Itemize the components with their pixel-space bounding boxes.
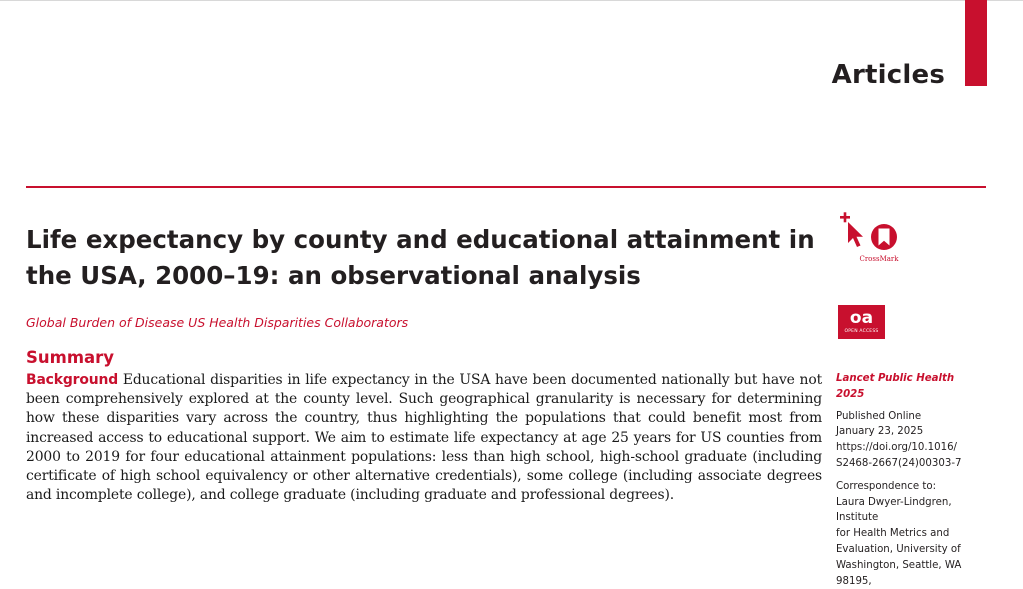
background-label: Background (26, 372, 118, 388)
published-label: Published Online (836, 410, 922, 422)
oa-logo-subtext: OPEN ACCESS (844, 329, 879, 334)
doi-link-line1[interactable]: https://doi.org/10.1016/ (836, 442, 957, 454)
header-rule (26, 186, 986, 188)
correspondence-line: Evaluation, University of (836, 543, 961, 555)
correspondence-line: for Health Metrics and (836, 528, 950, 540)
crossmark-plus-icon (840, 212, 850, 222)
article-title: Life expectancy by county and educational attainment in the USA, 2000–19: an observational analysis (26, 225, 815, 290)
crossmark-bookmark-icon (871, 224, 897, 250)
open-access-badge (838, 305, 885, 339)
correspondence-line: Washington, Seattle, WA 98195, (836, 559, 962, 587)
published-date: January 23, 2025 (836, 426, 924, 438)
crossmark-cursor-icon (848, 222, 863, 247)
correspondence-line: Laura Dwyer-Lindgren, Institute (836, 496, 952, 524)
section-label: Articles (831, 60, 945, 90)
background-text: Educational disparities in life expectancy in the USA have been documented nationally but have not been comprehensively explored at the county level. Such geographical granularity is necessary for determining how these disparities vary across the country, thus highlighting the populations that could benefit most from increased access to educational support. We aim to estimate life expectancy at age 25 years for US counties from 2000 to 2019 for four educational attainment populations: less than high school, high-school graduate (including certificate of high school equivalency or other alternative credentials), some college (including associate degrees and incomplete college), and college graduate (including graduate and professional degrees). (26, 372, 822, 504)
abstract-background (26, 371, 822, 505)
doi-link-line2[interactable]: S2468-2667(24)00303-7 (836, 457, 962, 469)
author-byline: Global Burden of Disease US Health Disparities Collaborators (26, 315, 409, 330)
page-top-border (0, 0, 1023, 1)
journal-citation: Lancet Public Health 2025 (836, 373, 955, 400)
crossmark-label[interactable]: CrossMark (859, 255, 899, 263)
section-color-bar (965, 0, 987, 86)
oa-logo-text: oa (849, 308, 874, 328)
article-sidebar (836, 371, 986, 589)
correspondence-label: Correspondence to: (836, 480, 937, 492)
summary-heading: Summary (26, 348, 115, 367)
